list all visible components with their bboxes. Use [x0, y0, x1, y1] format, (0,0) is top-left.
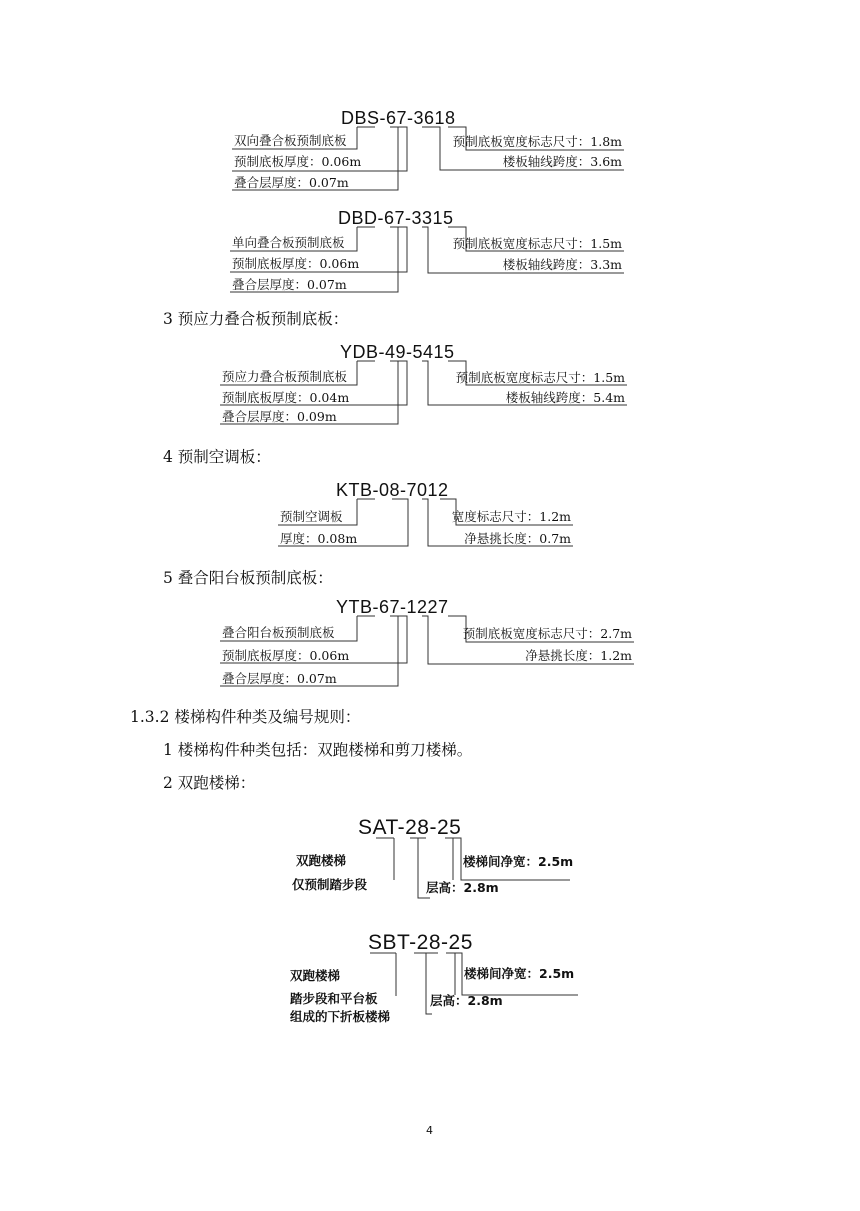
- stair-item-2: 2 双跑楼梯：: [163, 774, 256, 792]
- section-4-heading: 4 预制空调板：: [163, 448, 271, 466]
- sbt-diagram: [290, 931, 578, 1024]
- ytb-diagram: [220, 597, 634, 686]
- dbd-code: DBD-67-3315: [338, 208, 454, 228]
- ktb-code: KTB-08-7012: [336, 480, 449, 500]
- dbs-code: DBS-67-3618: [341, 108, 456, 128]
- sat-type-label: 双跑楼梯: [296, 853, 347, 868]
- sat-code: SAT-28-25: [358, 816, 462, 839]
- page-number: 4: [426, 1124, 433, 1137]
- ktb-diagram: [278, 480, 573, 546]
- ydb-diagram: [220, 342, 627, 424]
- sat-scope-label: 仅预制踏步段: [292, 877, 368, 892]
- sbt-width-label: 楼梯间净宽：2.5m: [464, 966, 575, 981]
- dbd-layer-label: 叠合层厚度：0.07m: [232, 277, 347, 292]
- dbd-diagram: [230, 208, 624, 292]
- dbd-span-label: 楼板轴线跨度：3.3m: [502, 257, 622, 272]
- ytb-overhang-label: 净悬挑长度：1.2m: [525, 648, 632, 663]
- dbs-thickness-label: 预制底板厚度：0.06m: [234, 154, 362, 169]
- ytb-type-label: 叠合阳台板预制底板: [222, 625, 335, 640]
- dbd-width-label: 预制底板宽度标志尺寸：1.5m: [452, 236, 622, 251]
- ktb-type-label: 预制空调板: [280, 509, 343, 524]
- dbd-thickness-label: 预制底板厚度：0.06m: [232, 256, 360, 271]
- sat-width-label: 楼梯间净宽：2.5m: [463, 854, 574, 869]
- stair-item-1: 1 楼梯构件种类包括：双跑楼梯和剪刀楼梯。: [163, 741, 473, 759]
- sbt-scope-label: 踏步段和平台板: [290, 991, 378, 1006]
- ydb-thickness-label: 预制底板厚度：0.04m: [222, 390, 350, 405]
- ktb-overhang-label: 净悬挑长度：0.7m: [464, 531, 571, 546]
- sbt-code: SBT-28-25: [368, 931, 473, 954]
- section-5-heading: 5 叠合阳台板预制底板：: [163, 569, 333, 587]
- sat-height-label: 层高：2.8m: [426, 880, 499, 895]
- dbs-layer-label: 叠合层厚度：0.07m: [234, 175, 349, 190]
- section-1-3-2-heading: 1.3.2 楼梯构件种类及编号规则：: [130, 708, 361, 726]
- ytb-width-label: 预制底板宽度标志尺寸：2.7m: [462, 626, 632, 641]
- dbs-span-label: 楼板轴线跨度：3.6m: [502, 154, 622, 169]
- sbt-scope-label-2: 组成的下折板楼梯: [290, 1009, 391, 1024]
- sat-diagram: [292, 816, 573, 898]
- ydb-type-label: 预应力叠合板预制底板: [222, 369, 348, 384]
- ydb-span-label: 楼板轴线跨度：5.4m: [505, 390, 625, 405]
- ytb-code: YTB-67-1227: [336, 597, 449, 617]
- ytb-layer-label: 叠合层厚度：0.07m: [222, 671, 337, 686]
- ydb-layer-label: 叠合层厚度：0.09m: [222, 409, 337, 424]
- dbs-diagram: [232, 108, 624, 190]
- sbt-type-label: 双跑楼梯: [290, 968, 341, 983]
- ydb-code: YDB-49-5415: [340, 342, 455, 362]
- ktb-thickness-label: 厚度：0.08m: [280, 531, 358, 546]
- ktb-width-label: 宽度标志尺寸：1.2m: [451, 509, 571, 524]
- dbs-type-label: 双向叠合板预制底板: [234, 133, 347, 148]
- dbd-type-label: 单向叠合板预制底板: [232, 235, 345, 250]
- ytb-thickness-label: 预制底板厚度：0.06m: [222, 648, 350, 663]
- section-3-heading: 3 预应力叠合板预制底板：: [163, 310, 349, 328]
- sbt-height-label: 层高：2.8m: [430, 993, 503, 1008]
- ydb-width-label: 预制底板宽度标志尺寸：1.5m: [455, 370, 625, 385]
- dbs-width-label: 预制底板宽度标志尺寸：1.8m: [452, 134, 622, 149]
